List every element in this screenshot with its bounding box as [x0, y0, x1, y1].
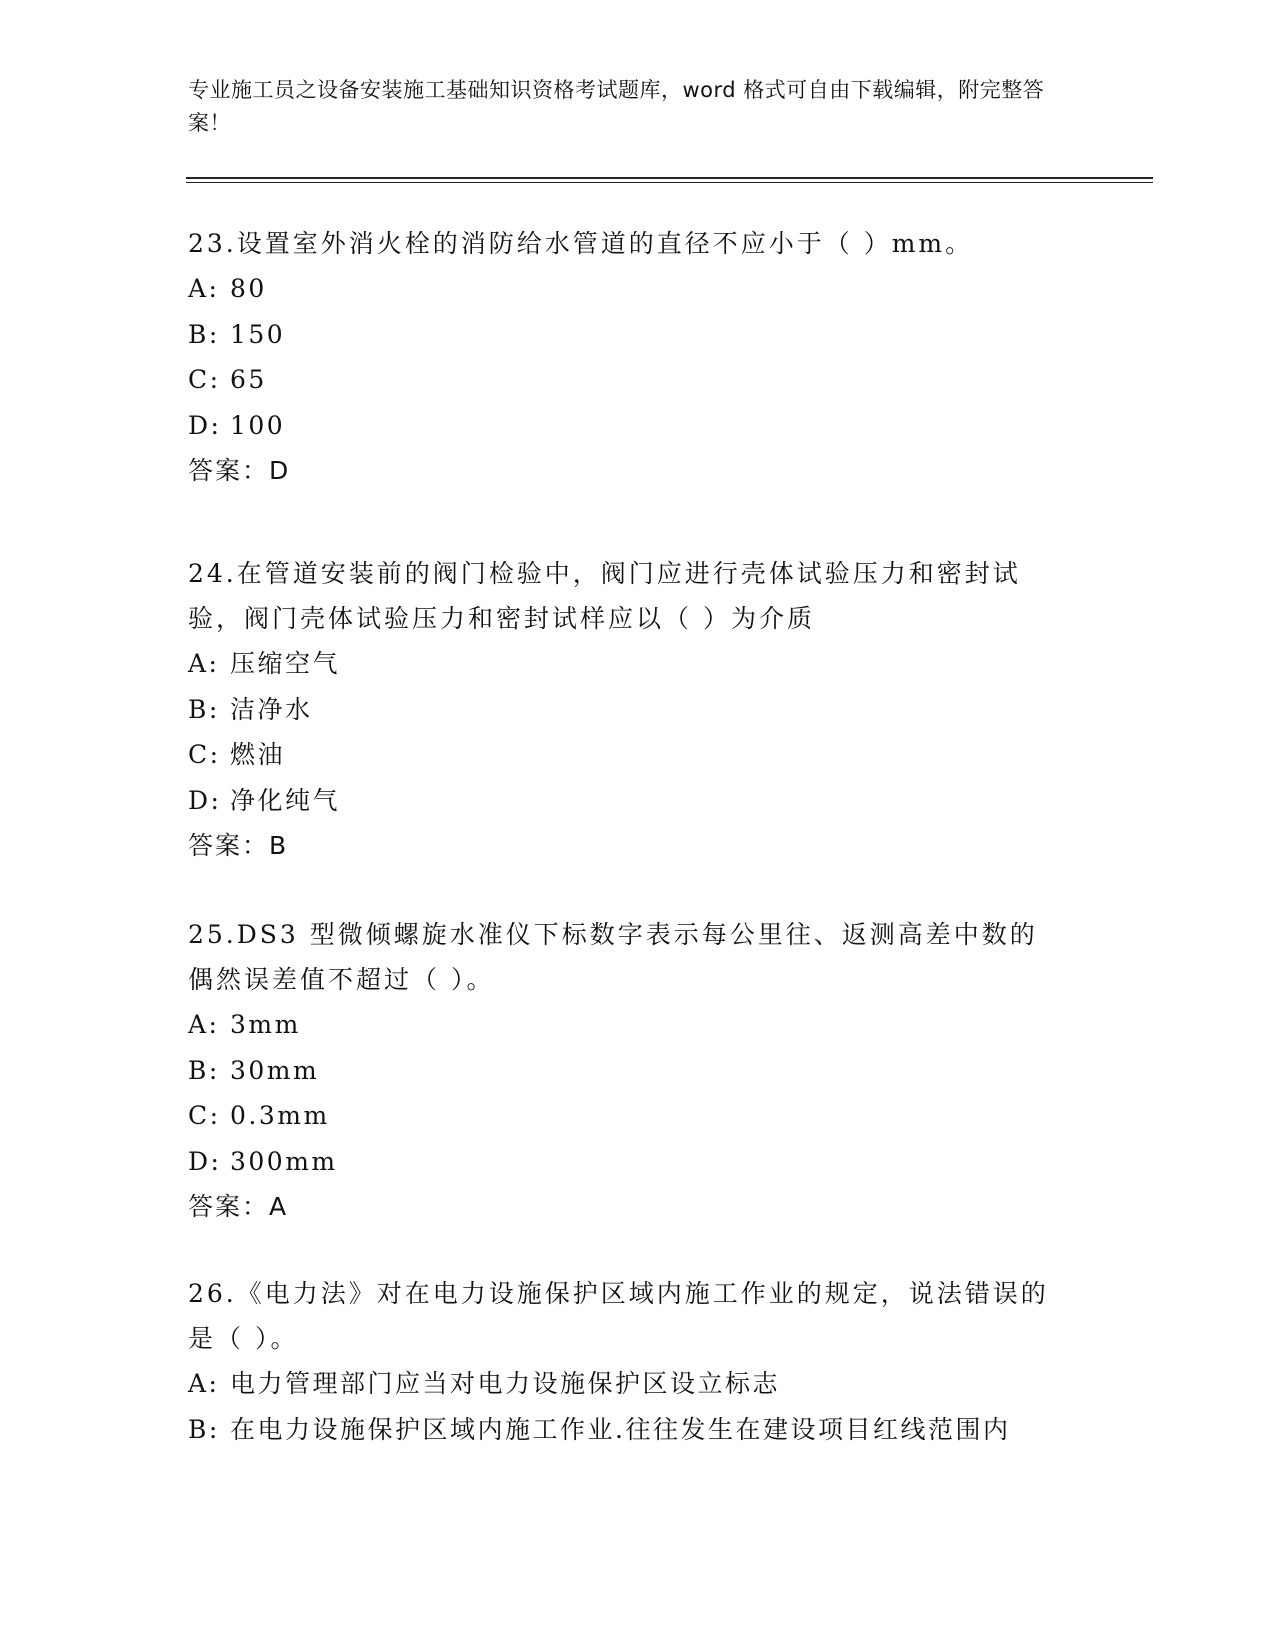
option-text: 30mm — [230, 1055, 320, 1085]
option-letter: B: — [188, 1414, 220, 1444]
option-text: 在电力设施保护区域内施工作业.往往发生在建设项目红线范围内 — [230, 1414, 1011, 1444]
answer: 答案：A — [188, 1192, 289, 1221]
question-23 — [188, 221, 1048, 493]
option-d — [188, 403, 1048, 449]
option-letter: A: — [188, 1010, 220, 1039]
option-a — [188, 1361, 1058, 1407]
option-text: 100 — [230, 410, 286, 440]
option-letter: D: — [188, 1146, 222, 1176]
option-d — [188, 1139, 1048, 1185]
option-b — [188, 1048, 1048, 1094]
option-text: 80 — [230, 274, 267, 303]
question-stem: 24.在管道安装前的阀门检验中，阀门应进行壳体试验压力和密封试验，阀门壳体试验压力和密封试样应以（ ）为介质 — [188, 559, 1021, 633]
option-letter: B: — [188, 319, 220, 349]
question-25 — [188, 912, 1048, 1229]
option-b — [188, 312, 1048, 358]
option-letter: C: — [188, 365, 221, 394]
question-stem: 25.DS3 型微倾螺旋水准仪下标数字表示每公里往、返测高差中数的偶然误差值不超过（ ）。 — [188, 920, 1038, 994]
option-text: 净化纯气 — [230, 785, 341, 815]
option-letter: A: — [188, 1369, 220, 1398]
option-letter: D: — [188, 785, 222, 815]
option-text: 压缩空气 — [230, 649, 341, 678]
question-24 — [188, 551, 1058, 868]
option-c — [188, 357, 1048, 403]
answer: 答案：B — [188, 831, 289, 860]
option-text: 电力管理部门应当对电力设施保护区设立标志 — [230, 1369, 781, 1398]
option-b — [188, 1407, 1058, 1453]
option-letter: B: — [188, 694, 220, 724]
option-letter: C: — [188, 1101, 221, 1130]
option-letter: A: — [188, 649, 220, 678]
header-intro: 专业施工员之设备安装施工基础知识资格考试题库，word 格式可自由下载编辑，附完整答案！ — [188, 78, 1045, 135]
option-letter: C: — [188, 740, 221, 769]
option-letter: D: — [188, 410, 222, 440]
option-b — [188, 687, 1058, 733]
option-text: 150 — [230, 319, 286, 349]
option-letter: A: — [188, 274, 220, 303]
option-c — [188, 732, 1058, 778]
question-26 — [188, 1271, 1058, 1452]
option-text: 洁净水 — [230, 694, 313, 724]
option-text: 0.3mm — [230, 1101, 330, 1130]
option-text: 3mm — [230, 1010, 301, 1039]
question-stem: 23.设置室外消火栓的消防给水管道的直径不应小于（ ）mm。 — [188, 229, 974, 258]
option-c — [188, 1093, 1048, 1139]
option-a — [188, 641, 1058, 687]
question-stem: 26.《电力法》对在电力设施保护区域内施工作业的规定，说法错误的是（ ）。 — [188, 1279, 1049, 1353]
option-a — [188, 1002, 1048, 1048]
option-text: 300mm — [230, 1146, 338, 1176]
header-double-rule — [186, 177, 1153, 183]
option-a — [188, 266, 1048, 312]
option-d — [188, 778, 1058, 824]
answer: 答案：D — [188, 456, 291, 485]
option-text: 燃油 — [230, 740, 286, 769]
option-text: 65 — [230, 365, 267, 394]
option-letter: B: — [188, 1055, 220, 1085]
